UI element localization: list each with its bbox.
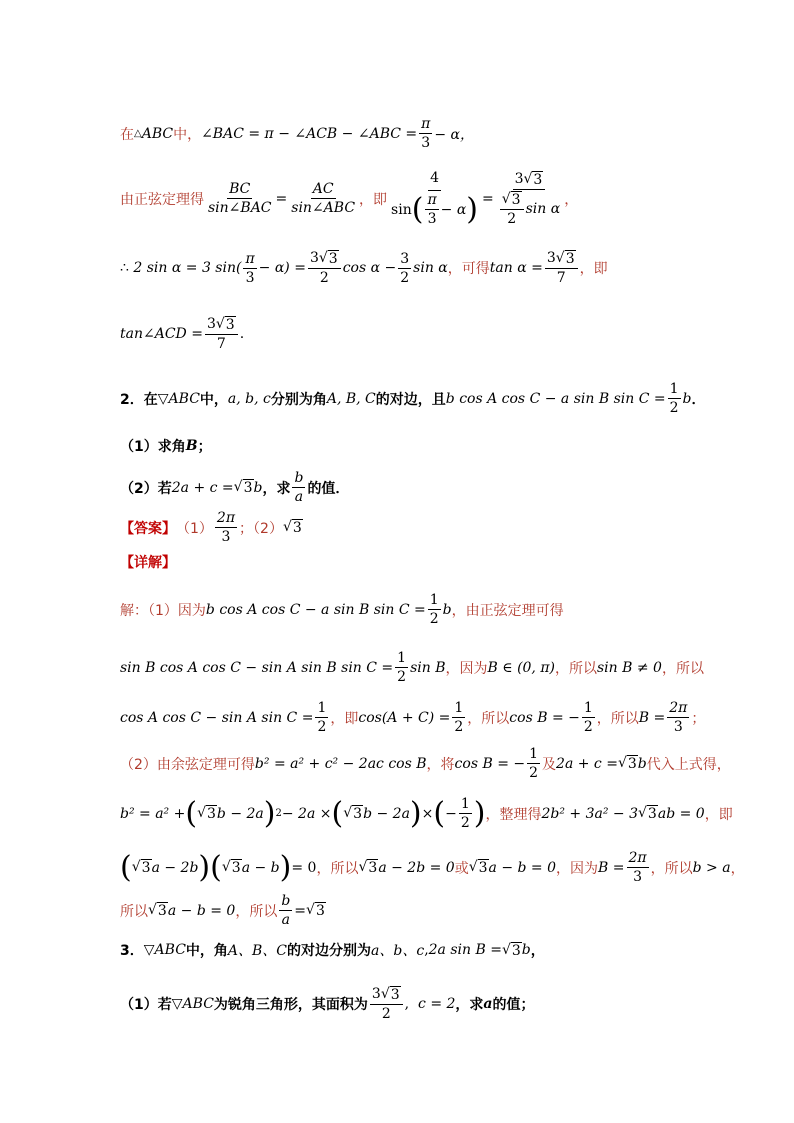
answer-line: 【答案】 （1） $\frac{2\pi}{3}$ ；（2） √ 3 — [120, 510, 302, 545]
solution-line-6: ( √ 3 a − 2b ) ( √ 3 a − b ) = 0 ，所以 √ 3 a − 2b = 0 或 √ 3 a − b = 0 ，因为 B = $\frac{2\pi}{3}$ ，所以 b > a ， — [120, 849, 745, 885]
detail-tag: 【详解】 — [120, 555, 176, 571]
answer-tag: 【答案】 — [120, 520, 176, 537]
solution-line-2: sin B cos A cos C − sin A sin B sin C = $\frac{1}{2}$ sin B ，因为 B ∈ (0, π) ，所以 sin B ≠ 0 ，所以 — [120, 650, 704, 685]
line-1: 由正弦定理得 $\frac{BC}{\text{sin∠BAC}}$ = $\frac{AC}{\text{sin∠ABC}}$ ，即 4 sin ( $\frac{\pi}{3}$ − α ) = 3 √ 3 √ 3 2 sin α ， — [120, 170, 579, 227]
problem-2-statement: 2．在 ▽ ABC 中， a, b, c 分别为角 A, B, C 的对边，且 b cos A cos C − a sin B sin C = $\frac{1}{2}$ b ． — [120, 381, 706, 416]
fraction: $\frac{\pi}{3}$ — [421, 116, 431, 151]
problem-3-statement: 3． ▽ ABC 中，角 A、B、C 的对边分别为 a、b、c , 2a sin B = √ 3 b ， — [120, 941, 545, 959]
line-0: 在 △ ABC 中， ∠BAC = π − ∠ACB − ∠ABC = $\frac{\pi}{3}$ − α， — [120, 116, 474, 151]
detail-tag-line — [120, 552, 176, 572]
problem-2-part-1: （1）求角 B ； — [120, 438, 212, 455]
problem-3-part-1: （1）若 ▽ ABC 为锐角三角形，其面积为 3 √ 3 2 , c = 2 ，求 a 的值； — [120, 986, 535, 1022]
solution-line-4: （2）由余弦定理可得 b² = a² + c² − 2ac cos B ，将 cos B = − $\frac{1}{2}$ 及 2a + c = √ 3 b 代入上式得， — [120, 746, 731, 781]
line-3: tan∠ACD = 3 √ 3 7 . — [120, 316, 245, 352]
solution-line-3: cos A cos C − sin A sin C = $\frac{1}{2}$ ，即 cos(A + C) = $\frac{1}{2}$ ，所以 cos B = − $\frac{1}{2}$ ，所以 B = $\frac{2\pi}{3}$ ； — [120, 700, 706, 735]
line-2: ∴ 2 sin α = 3 sin( $\frac{\pi}{3}$ − α) = 3 √ 3 2 cos α − $\frac{3}{2}$ sin α ，可得 tan α = 3 √ 3 7 ，即 — [120, 250, 608, 286]
solution-line-7: 所以 √ 3 a − b = 0 ，所以 $\frac{b}{a}$ = √ 3 — [120, 893, 325, 928]
problem-2-part-2: （2）若 2a + c = √ 3 b ，求 $\frac{b}{a}$ 的值． — [120, 470, 350, 505]
solution-line-1: 解：（1）因为 b cos A cos C − a sin B sin C = $\frac{1}{2}$ b ，由正弦定理可得 — [120, 592, 564, 627]
solution-line-5: b² = a² + ( √ 3 b − 2a ) 2 − 2a × ( √ 3 b − 2a ) × ( − $\frac{1}{2}$ ) ，整理得 2b² + 3a² − 3 √ 3 ab = 0 ，即 — [120, 795, 733, 831]
